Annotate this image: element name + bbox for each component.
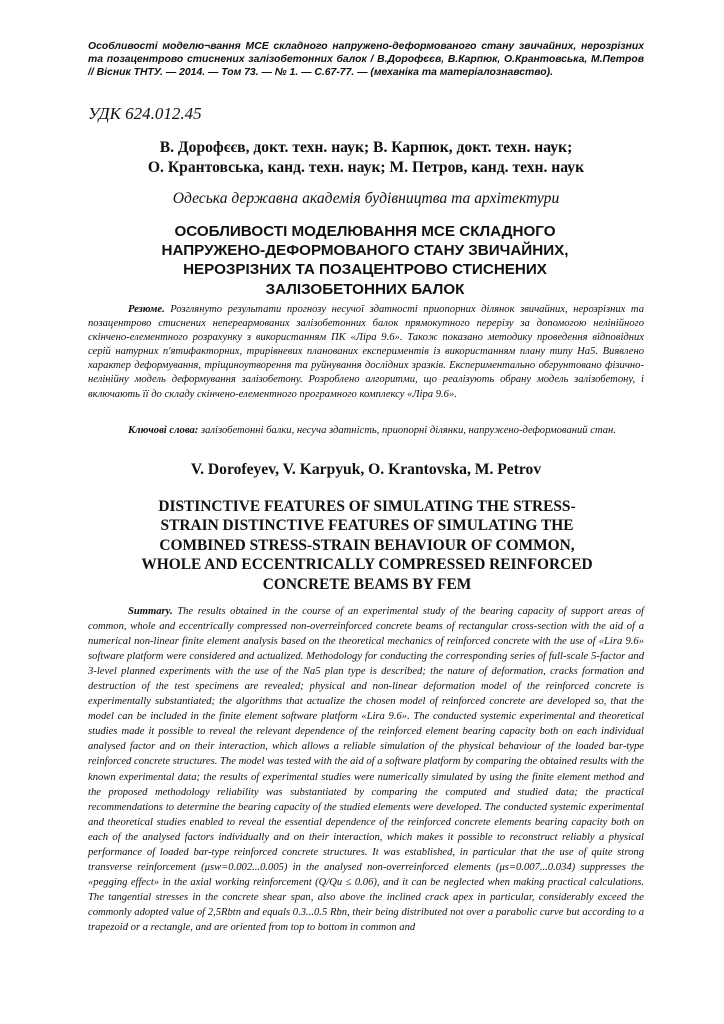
authors-uk-line-2: О. Крантовська, канд. техн. наук; М. Петров, канд. техн. наук: [147, 158, 585, 176]
authors-uk-line-1: В. Дорофєєв, докт. техн. наук; В. Карпюк, докт. техн. наук;: [159, 139, 573, 156]
abstract-uk-label: Резюме.: [128, 304, 165, 315]
keywords-uk-text: залізобетонні балки, несуча здатність, приопорні ділянки, напружено-деформований стан.: [200, 425, 616, 436]
citation-header: Особливості моделю¬вання МСЕ складного напружено-деформованого стану звичайних, нерозрізних та позацентрово стиснених залізобетонних балок / В.Дорофєєв, В.Карпюк, О.Крантовська, М.Петров // Вісник ТНТУ. — 2014. — Том 73. — № 1. — С.67-77. — (механіка та матеріалознавство).: [88, 41, 644, 79]
title-en-line-1: DISTINCTIVE FEATURES OF SIMULATING THE STRESS-: [158, 498, 576, 515]
abstract-uk-text: Розглянуто результати прогнозу несучої здатності приопорних ділянок звичайних, нерозрізних та позацентрово стиснених непереармованих залізобетонних балок прямокутного перерізу за допомогою нелінійного скінчено-елементного розрахунку з використанням ПК «Ліра 9.6». Також показано методику проведення відповідних серій натурних п'ятифакторних, трирівневих планованих експериментів із використанням плану типу На5. Виявлено характер деформування, тріщиноутворення та руйнування дослідних зразків. Експериментально обгрунтовано фізично-нелінійну модель деформування залізобетону. Розроблено алгоритми, що реалізують обрану модель залізобетону, і включають її до складу скінчено-елементного програмного комплексу «Ліра 9.6».: [88, 304, 644, 400]
title-uk-line-3: НЕРОЗРІЗНИХ ТА ПОЗАЦЕНТРОВО СТИСНЕНИХ: [183, 261, 547, 279]
title-en-line-2: STRAIN DISTINCTIVE FEATURES OF SIMULATING THE: [160, 517, 574, 535]
title-uk-line-4: ЗАЛІЗОБЕТОННИХ БАЛОК: [265, 280, 465, 298]
title-en-line-5: CONCRETE BEAMS BY FEM: [262, 575, 472, 593]
keywords-uk-label: Ключові слова:: [128, 425, 199, 436]
summary-english: [88, 604, 644, 935]
title-en-line-4: WHOLE AND ECCENTRICALLY COMPRESSED REINFORCED: [141, 556, 593, 574]
title-english: [104, 497, 630, 594]
authors-ukrainian: [88, 138, 644, 177]
keywords-ukrainian: [88, 424, 644, 438]
summary-en-text: The results obtained in the course of an experimental study of the bearing capacity of support areas of common, whole and eccentrically compressed non-overreinforced concrete beams of rectangular cross-section with the aid of a numerical non-linear finite element analysis based on the theoretical mechanics of reinforced concrete with the use of «Lira 9.6» software platform were considered and actualized. Methodology for conducting the corresponding series of full-scale 5-factor and 3-level planned experiments with the use of the Na5 plan type is described; the nature of deformation, cracks formation and destruction of the test specimens are revealed; physical and non-linear deformation model of the reinforced concrete is experimentally substantiated; the algorithms that actualize the chosen model of reinforced concrete are developed so, that the model can be included in the finite element software platform «Lira 9.6». The conducted systemic experimental and theoretical studies made it possible to reveal the relevant dependence of the reinforced element bearing capacity both on each individual analysed factor and on their interaction, which allows a reliable simulation of the physical behaviour of the loaded bar-type reinforced concrete structures. The model was tested with the aid of a software platform by comparing the obtained results with the known experimental data; the results of experimental studies were numerically simulated by using the finite element method and the proposed methodology reliability was substantiated by comparing the computed and studied data; the practical recommendations to determine the bearing capacity of the studied elements were developed. The conducted systemic experimental and theoretical studies enabled to reveal the essential dependence of the reinforced concrete elements bearing capacity both on each of the analysed factors individually and on their interaction, which makes it possible to reconstruct reliably a physical performance of loaded bar-type reinforced concrete structures. It was established, in particular that the use of quite strong transverse reinforcement (μsw=0.002...0.005) in the analysed non-overreinforced elements (μs=0.007...0.034) suppresses the «pegging effect» in the axial working reinforcement (Q/Qu ≤ 0.06), and it can be neglected when making practical calculations. The tangential stresses in the concrete shear span, also above the inclined crack apex in particular, considerably exceed the commonly adopted value of 2,5Rbtn and equals 0.3...0.5 Rbn, their being distributed not over a parabolic curve but according to a trapezoid or a rectangle, and are oriented from top to bottom in common and: [88, 606, 644, 933]
title-uk-line-1: ОСОБЛИВОСТІ МОДЕЛЮВАННЯ МСЕ СКЛАДНОГО: [174, 223, 556, 240]
title-uk-line-2: НАПРУЖЕНО-ДЕФОРМОВАНОГО СТАНУ ЗВИЧАЙНИХ,: [161, 242, 569, 260]
affiliation: Одеська державна академія будівництва та архітектури: [172, 190, 560, 207]
title-ukrainian: [100, 222, 630, 299]
abstract-ukrainian: [88, 303, 644, 402]
summary-en-label: Summary.: [128, 606, 173, 617]
title-en-line-3: COMBINED STRESS-STRAIN BEHAVIOUR OF COMMON,: [159, 536, 575, 554]
udk-code: УДК 624.012.45: [88, 104, 202, 123]
authors-english: V. Dorofeyev, V. Karpyuk, O. Krantovska, M. Petrov: [190, 461, 542, 478]
